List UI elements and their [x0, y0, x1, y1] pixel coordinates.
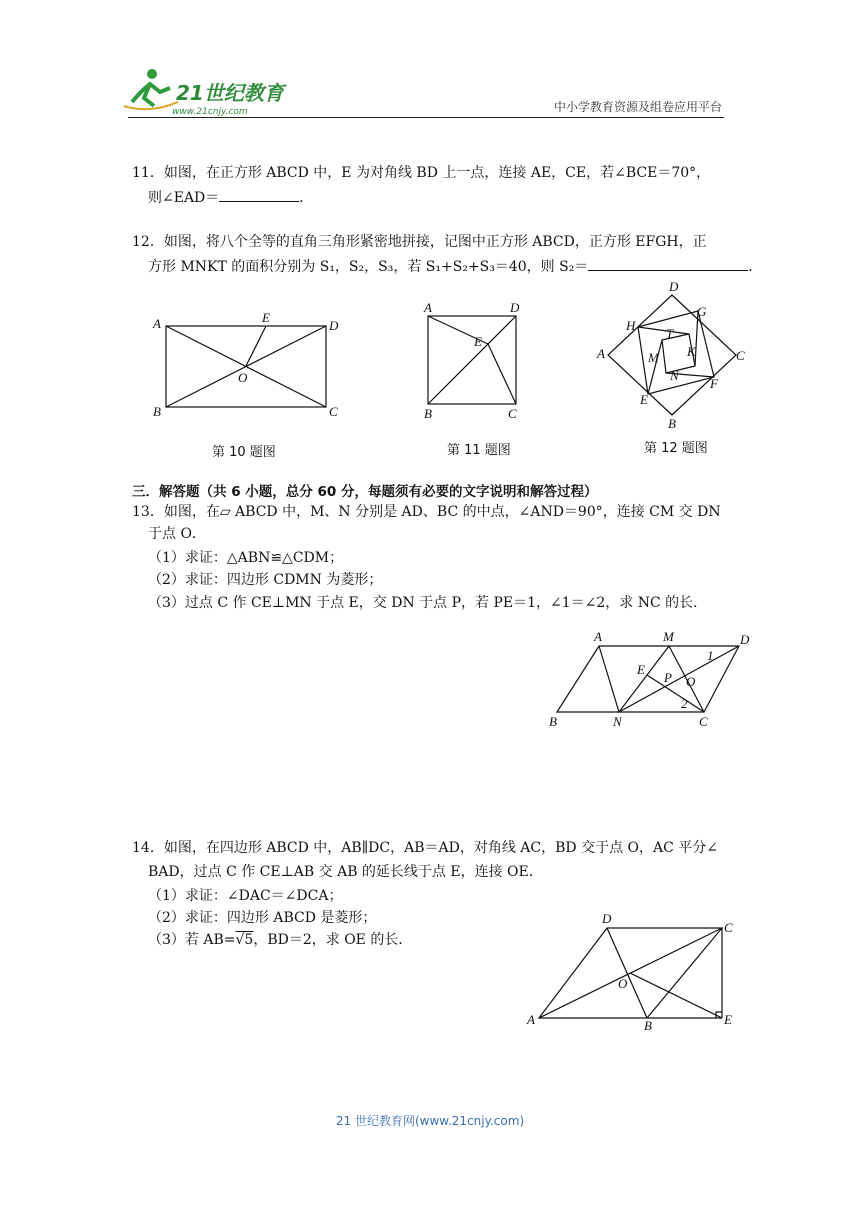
q11-prefix: 则∠EAD＝ [148, 190, 220, 206]
fig12-label-c: C [736, 348, 745, 363]
q13-part2: （2）求证：四边形 CDMN 为菱形； [148, 572, 383, 588]
fig13-label-b: B [549, 714, 557, 729]
fig13-label-p: P [664, 670, 672, 685]
fig11-label-b: B [424, 406, 432, 421]
fig12-label-h: H [626, 318, 636, 333]
caption-fig11: 第 11 题图 [447, 443, 511, 458]
caption-fig10: 第 10 题图 [212, 445, 276, 460]
q13-part1: （1）求证：△ABN≌△CDM； [148, 550, 344, 566]
fig13-label-1: 1 [707, 648, 714, 663]
q13-line2: 于点 O． [148, 526, 206, 542]
fig10-label-o: O [238, 370, 248, 385]
fig10-label-c: C [329, 404, 338, 419]
fig11-segment-ce [488, 344, 516, 404]
fig12-label-n: N [670, 368, 679, 383]
q13-part3: （3）过点 C 作 CE⊥MN 于点 E，交 DN 于点 P，若 PE＝1，∠1＝∠2，求 NC 的长． [148, 595, 708, 611]
fig12-square-abcd [608, 295, 736, 415]
footer-link[interactable]: 21 世纪教育网(www.21cnjy.com) [335, 1114, 525, 1128]
q12-answer-blank [588, 256, 748, 271]
fig13-label-o: O [686, 674, 696, 689]
figure-stroke [638, 327, 689, 334]
figure-11 [418, 298, 528, 424]
q12-line1: 12．如图，将八个全等的直角三角形紧密地拼接，记图中正方形 ABCD，正方形 EFGH，正 [132, 234, 707, 250]
fig14-label-a: A [527, 1012, 535, 1027]
fig11-diagonal-bd [428, 316, 516, 404]
header-divider [128, 117, 724, 118]
platform-name: 中小学教育资源及组卷应用平台 [553, 100, 722, 114]
q12-line2 [148, 256, 762, 277]
fig12-label-k: K [687, 344, 696, 359]
fig11-label-e: E [474, 334, 482, 349]
fig10-label-e: E [262, 310, 270, 325]
fig13-segment-an [599, 646, 619, 712]
fig12-label-t: T [666, 326, 674, 341]
q14-part3-prefix: （3）若 AB= [148, 932, 236, 948]
caption-fig12: 第 12 题图 [644, 441, 708, 456]
fig13-label-d: D [740, 632, 750, 647]
fig13-label-n: N [613, 714, 622, 729]
fig10-label-b: B [153, 404, 161, 419]
fig13-label-a: A [594, 629, 602, 644]
fig12-label-f: F [710, 376, 718, 391]
fig12-label-d: D [669, 280, 679, 294]
fig12-label-b: B [668, 416, 676, 430]
fig11-label-a: A [424, 300, 432, 315]
fig13-label-c: C [699, 714, 708, 729]
figure-stroke [648, 340, 662, 394]
fig13-label-m: M [663, 629, 674, 644]
fig11-label-c: C [508, 406, 517, 421]
q11-line2 [148, 187, 313, 208]
q14-line1: 14．如图，在四边形 ABCD 中，AB∥DC，AB＝AD，对角线 AC，BD 交于点 O，AC 平分∠ [132, 840, 719, 856]
site-logo [120, 62, 300, 118]
fig14-label-d: D [602, 911, 612, 926]
fig12-label-a: A [597, 346, 605, 361]
figure-12 [596, 280, 756, 430]
fig10-label-d: D [329, 318, 339, 333]
figure-13 [544, 628, 760, 734]
logo-url: www.21cnjy.com [172, 107, 248, 117]
fig13-label-2: 2 [681, 696, 688, 711]
fig10-segment-oe [246, 326, 266, 366]
fig12-label-g: G [697, 304, 707, 319]
q11-suffix: ． [299, 190, 314, 206]
fig10-label-a: A [153, 316, 161, 331]
q14-part3-suffix: ，BD＝2，求 OE 的长． [253, 932, 413, 948]
fig14-label-c: C [724, 920, 733, 935]
q11-line1: 11．如图，在正方形 ABCD 中，E 为对角线 BD 上一点，连接 AE，CE，若∠BCE＝70°， [132, 165, 711, 181]
runner-icon [124, 69, 178, 109]
q13-line1: 13．如图，在▱ ABCD 中，M、N 分别是 AD、BC 的中点，∠AND＝90°，连接 CM 交 DN [132, 504, 721, 520]
q14-line2: BAD，过点 C 作 CE⊥AB 交 AB 的延长线于点 E，连接 OE． [148, 864, 543, 880]
fig12-label-m: M [648, 350, 659, 365]
q12-prefix: 方形 MNKT 的面积分别为 S₁，S₂，S₃，若 S₁+S₂+S₃＝40，则 S₂＝ [148, 259, 589, 275]
fig14-label-b: B [644, 1018, 652, 1032]
q14-part3 [148, 930, 412, 950]
figure-14 [522, 906, 742, 1032]
fig12-label-e: E [640, 392, 648, 407]
fig14-label-e: E [724, 1012, 732, 1027]
figure-10 [148, 306, 348, 424]
sqrt5: √5 [235, 932, 254, 948]
fig14-label-o: O [618, 976, 628, 991]
section-3-heading: 三．解答题（共 6 小题，总分 60 分，每题须有必要的文字说明和解答过程） [132, 484, 598, 500]
logo-text: 21世纪教育 [176, 81, 284, 105]
fig13-segment-mn [619, 646, 669, 712]
fig13-label-e: E [637, 662, 645, 677]
q12-suffix: ． [748, 259, 763, 275]
q14-part2: （2）求证：四边形 ABCD 是菱形； [148, 910, 377, 926]
q14-part1: （1）求证：∠DAC＝∠DCA； [148, 888, 343, 904]
q11-answer-blank [219, 187, 299, 202]
fig14-diagonal-bd [607, 928, 647, 1018]
fig11-label-d: D [510, 300, 520, 315]
